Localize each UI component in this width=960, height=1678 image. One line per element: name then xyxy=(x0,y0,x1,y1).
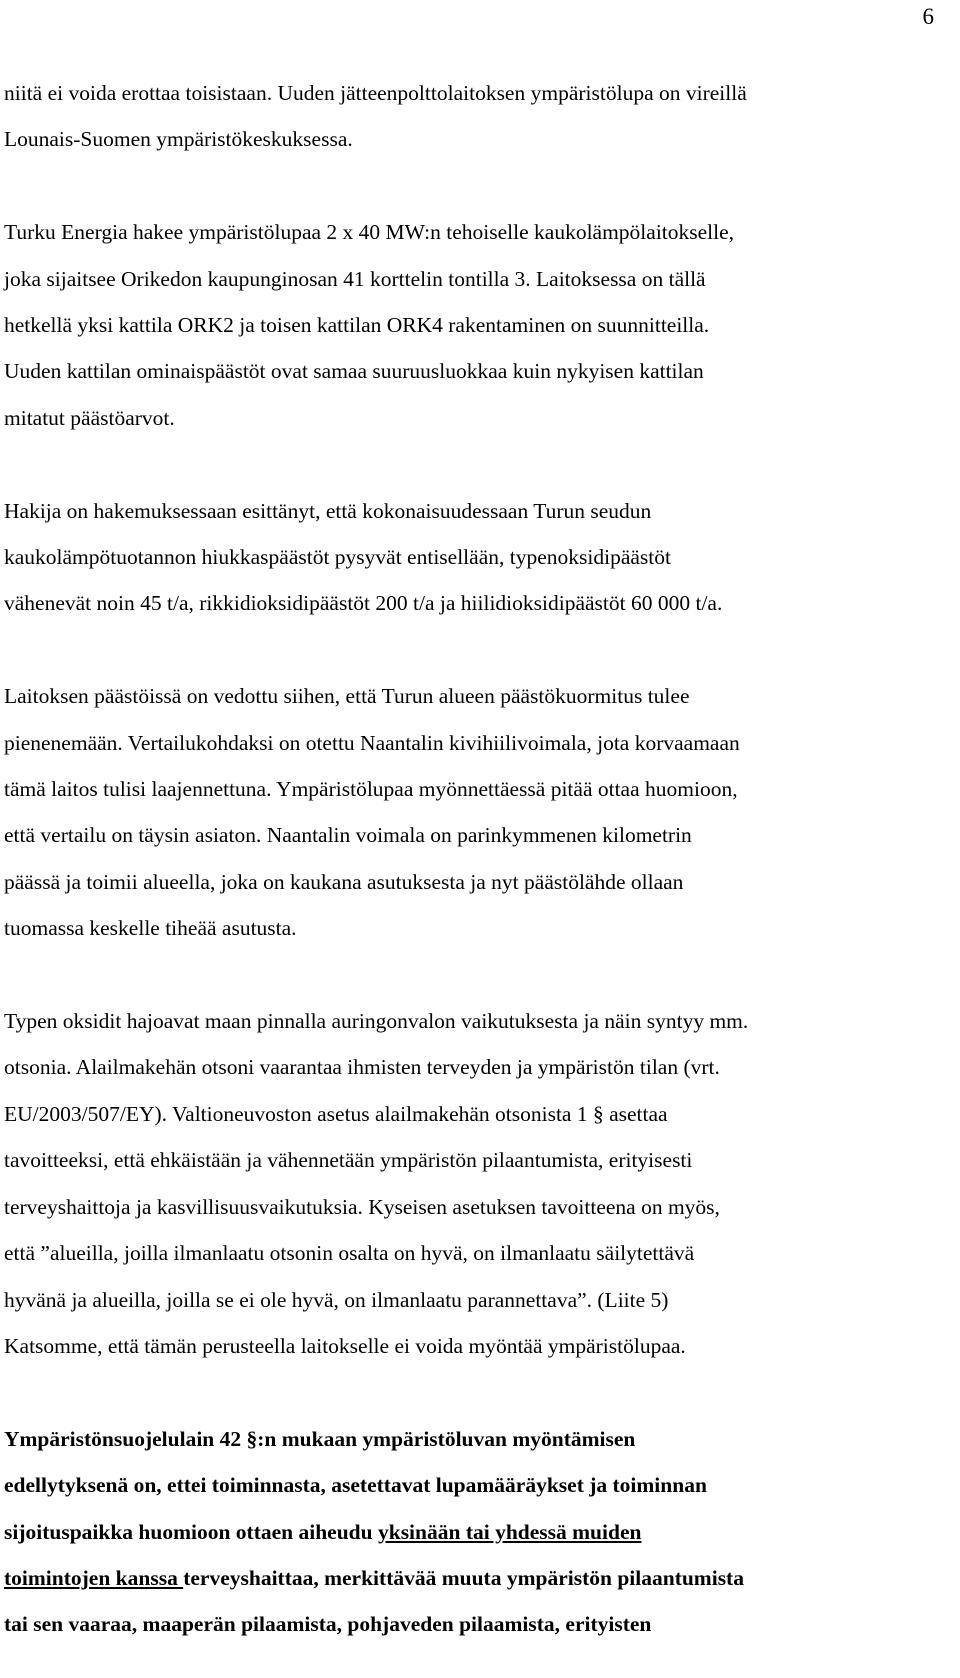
paragraph-2 xyxy=(4,209,946,441)
text-line: EU/2003/507/EY). Valtioneuvoston asetus alailmakehän otsonista 1 § asettaa xyxy=(4,1101,668,1126)
text-line: että ”alueilla, joilla ilmanlaatu otsonin osalta on hyvä, on ilmanlaatu säilytettävä xyxy=(4,1241,695,1266)
text-line: terveyshaittoja ja kasvillisuusvaikutuksia. Kyseisen asetuksen tavoitteena on myös, xyxy=(4,1194,720,1219)
text-line: tuomassa keskelle tiheää asutusta. xyxy=(4,916,297,941)
underlined-text: yksinään tai yhdessä muiden xyxy=(377,1519,642,1544)
text-line: Hakija on hakemuksessaan esittänyt, että kokonaisuudessaan Turun seudun xyxy=(4,498,652,523)
paragraph-1 xyxy=(4,70,946,163)
text-line: Typen oksidit hajoavat maan pinnalla auringonvalon vaikutuksesta ja näin syntyy mm. xyxy=(4,1009,749,1034)
document-body xyxy=(4,70,946,1648)
paragraph-law-reference xyxy=(4,1416,946,1648)
text-line: että vertailu on täysin asiaton. Naantalin voimala on parinkymmenen kilometrin xyxy=(4,823,692,848)
text-line: tai sen vaaraa, maaperän pilaamista, pohjaveden pilaamista, erityisten xyxy=(4,1612,652,1637)
text-line: Uuden kattilan ominaispäästöt ovat samaa suuruusluokkaa kuin nykyisen kattilan xyxy=(4,359,704,384)
page-number: 6 xyxy=(922,4,934,29)
paragraph-4 xyxy=(4,673,946,951)
text-line: tavoitteeksi, että ehkäistään ja vähennetään ympäristön pilaantumista, erityisesti xyxy=(4,1148,693,1173)
text-line: hetkellä yksi kattila ORK2 ja toisen kattilan ORK4 rakentaminen on suunnitteilla. xyxy=(4,313,710,338)
text-line: edellytyksenä on, ettei toiminnasta, asetettavat lupamääräykset ja toiminnan xyxy=(4,1473,707,1498)
text-line: päässä ja toimii alueella, joka on kaukana asutuksesta ja nyt päästölähde ollaan xyxy=(4,869,684,894)
text-line: niitä ei voida erottaa toisistaan. Uuden jätteenpolttolaitoksen ympäristölupa on vireillä xyxy=(4,81,747,105)
paragraph-3 xyxy=(4,488,946,627)
text-line: tämä laitos tulisi laajennettuna. Ympäristölupaa myönnettäessä pitää ottaa huomioon, xyxy=(4,777,738,802)
text-line: kaukolämpötuotannon hiukkaspäästöt pysyvät entisellään, typenoksidipäästöt xyxy=(4,545,671,570)
text-line: sijoituspaikka huomioon ottaen aiheudu xyxy=(4,1519,378,1544)
text-line: Laitoksen päästöissä on vedottu siihen, että Turun alueen päästökuormitus tulee xyxy=(4,684,690,709)
text-line: Ympäristönsuojelulain 42 §:n mukaan ympäristöluvan myöntämisen xyxy=(4,1426,636,1451)
text-line: Katsomme, että tämän perusteella laitokselle ei voida myöntää ympäristölupaa. xyxy=(4,1333,686,1358)
text-line: joka sijaitsee Orikedon kaupunginosan 41 korttelin tontilla 3. Laitoksessa on tällä xyxy=(4,266,706,291)
text-line: vähenevät noin 45 t/a, rikkidioksidipäästöt 200 t/a ja hiilidioksidipäästöt 60 000 t/a. xyxy=(4,591,723,616)
text-line: Lounais-Suomen ympäristökeskuksessa. xyxy=(4,127,353,152)
text-line: Turku Energia hakee ympäristölupaa 2 x 40 MW:n tehoiselle kaukolämpölaitokselle, xyxy=(4,220,735,245)
text-line: otsonia. Alailmakehän otsoni vaarantaa ihmisten terveyden ja ympäristön tilan (vrt. xyxy=(4,1055,720,1080)
text-line: hyvänä ja alueilla, joilla se ei ole hyvä, on ilmanlaatu parannettava”. (Liite 5) xyxy=(4,1287,669,1312)
underlined-text: toimintojen kanssa xyxy=(4,1565,184,1590)
paragraph-5 xyxy=(4,998,946,1369)
text-line: mitatut päästöarvot. xyxy=(4,405,175,430)
text-line: terveyshaittaa, merkittävää muuta ympäristön pilaantumista xyxy=(183,1565,744,1590)
text-line: pienenemään. Vertailukohdaksi on otettu Naantalin kivihiilivoimala, jota korvaamaan xyxy=(4,730,740,755)
